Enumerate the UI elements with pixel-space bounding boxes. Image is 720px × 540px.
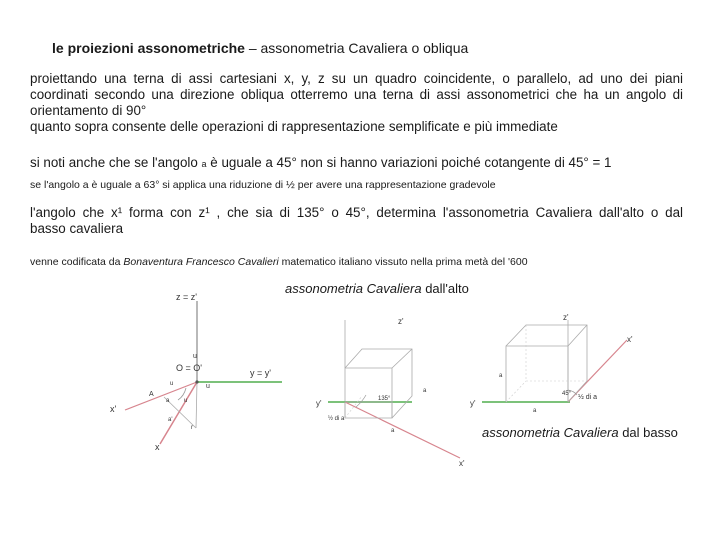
diagram-cube-below <box>470 313 633 414</box>
u-label-x: u <box>184 398 188 404</box>
r-label: r <box>191 425 193 431</box>
y-label: y = y' <box>250 368 271 378</box>
alpha-symbol: a <box>201 159 207 169</box>
angle-135-label: 135° <box>378 396 391 402</box>
u-label-z: u <box>193 353 197 360</box>
cube-front <box>345 368 392 418</box>
a1-label: a' <box>168 417 173 423</box>
cube-hidden-edge <box>345 396 362 418</box>
origin-label: O = O' <box>176 363 202 373</box>
paragraph1-line1: proiettando una terna di assi cartesiani x, y, z su un quadro coincidente, o parallelo, ad uno dei piani <box>30 71 683 86</box>
u-small-label: u <box>170 381 174 387</box>
alpha-label: a <box>166 398 170 404</box>
a-base-label: a <box>533 408 537 414</box>
cube-back <box>506 325 587 402</box>
x1-axis <box>125 382 197 410</box>
a-label: A <box>149 391 154 398</box>
x1-label: x' <box>110 404 117 414</box>
paragraph1-line3: orientamento di 90° <box>30 103 147 118</box>
a-side-label: a <box>499 373 503 379</box>
angle-45-label: 45° <box>562 391 572 397</box>
paragraph5-before: venne codificata da <box>30 256 124 268</box>
paragraph1-line2: coordinati secondo una direzione obliqua otterremo una terna di assi assonometrici che ha un angolo di <box>30 87 683 102</box>
paragraph4-line1: l'angolo che x¹ forma con z¹ , che sia di 135° o 45°, determina l'assonometria Cavaliera dall'alto o dal <box>30 205 683 220</box>
cube-hidden-edge-1 <box>506 381 526 402</box>
paragraph-reduction-note: se l'angolo a è uguale a 63° si applica una riduzione di ½ per avere una rappresentazione gradevole <box>30 179 496 191</box>
diagram-cube-above <box>316 317 465 468</box>
paragraph4-line2: basso cavaliera <box>30 221 124 236</box>
cube-edge <box>392 349 412 368</box>
paragraph5-after: matematico italiano vissuto nella prima metà del '600 <box>278 256 528 268</box>
caption-bottom-rest: dal basso <box>618 425 678 440</box>
a-side-label: a <box>423 388 427 394</box>
cube-edge <box>568 325 587 346</box>
title-rest: – assonometria Cavaliera o obliqua <box>244 40 469 56</box>
u-label-y: u <box>206 383 210 390</box>
y1-label: y' <box>470 399 476 408</box>
x-label: x <box>155 442 160 452</box>
paragraph2-before: si noti anche che se l'angolo <box>30 155 202 170</box>
y1-label: y' <box>316 399 322 408</box>
diagram-axes <box>110 292 282 452</box>
z-label: z = z' <box>176 292 197 302</box>
caption-top-rest: dall'alto <box>421 281 469 296</box>
z1-label: z' <box>563 313 569 322</box>
origin-point <box>195 380 198 383</box>
cube-front <box>506 346 568 402</box>
half-a-label: ½ di a <box>328 416 345 422</box>
title-bold: le proiezioni assonometriche <box>52 40 245 56</box>
paragraph2-after: è uguale a 45° non si hanno variazioni poiché cotangente di 45° = 1 <box>206 155 612 170</box>
caption-bottom-italic: assonometria Cavaliera <box>482 425 619 440</box>
paragraph1-line4: quanto sopra consente delle operazioni di rappresentazione semplificate e più immediate <box>30 119 558 134</box>
x1-label: x' <box>627 335 633 344</box>
x1-label: x' <box>459 459 465 468</box>
a-base-label: a <box>391 428 395 434</box>
cube-front-lower <box>345 402 392 418</box>
cube-top-back <box>345 349 412 418</box>
x1-axis <box>345 402 460 458</box>
cavalieri-name: Bonaventura Francesco Cavalieri <box>123 256 279 268</box>
caption-top-italic: assonometria Cavaliera <box>285 281 422 296</box>
guide-line <box>196 382 197 428</box>
half-a-label: ½ di a <box>578 394 598 401</box>
x-axis <box>160 382 197 444</box>
z1-label: z' <box>398 317 404 326</box>
